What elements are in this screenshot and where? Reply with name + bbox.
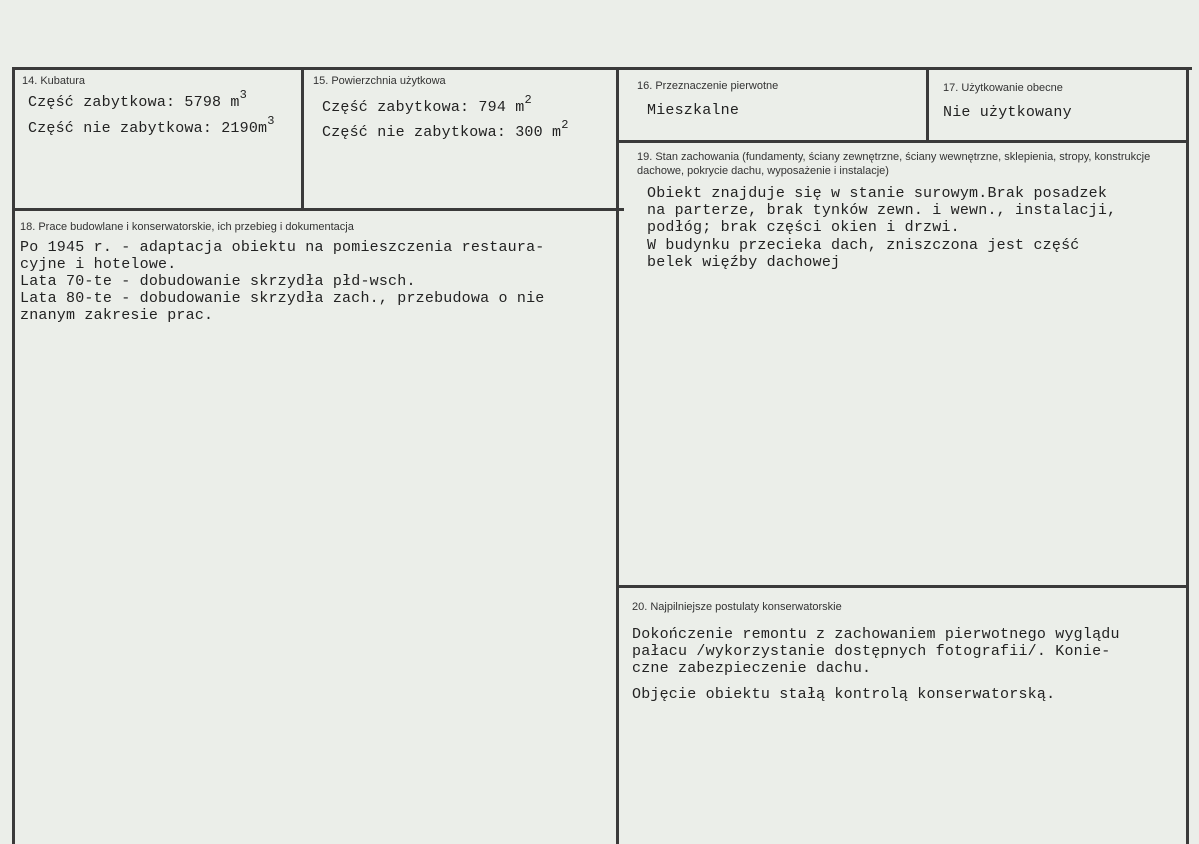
right-border: [1186, 67, 1189, 844]
field-20-extra: Objęcie obiektu stałą kontrolą konserwatorską.: [632, 686, 1056, 703]
field-17-value: Nie użytkowany: [943, 104, 1072, 121]
field-14-line2: [28, 114, 275, 137]
top-rule: [12, 67, 1192, 70]
field-14-line1-sup: 3: [239, 88, 248, 102]
rule-under-14-15: [12, 208, 624, 211]
field-20-line: Dokończenie remontu z zachowaniem pierwotnego wyglądu: [632, 626, 1120, 643]
field-17-label: 17. Użytkowanie obecne: [943, 82, 1063, 94]
field-14-label: 14. Kubatura: [22, 75, 85, 87]
field-20-label: 20. Najpilniejsze postulaty konserwatorskie: [632, 601, 842, 613]
field-20-line: czne zabezpieczenie dachu.: [632, 660, 872, 677]
rule-above-20: [616, 585, 1189, 588]
field-20-line: pałacu /wykorzystanie dostępnych fotografii/. Konie-: [632, 643, 1111, 660]
field-16-value: Mieszkalne: [647, 102, 740, 119]
field-15-line1: [322, 93, 532, 116]
field-15-line1-text: Część zabytkowa: 794 m: [322, 99, 525, 116]
rule-under-16-17: [616, 140, 1189, 143]
field-19-line: podłóg; brak części okien i drzwi.: [647, 219, 960, 236]
left-border: [12, 67, 15, 844]
field-18-line: Lata 70-te - dobudowanie skrzydła płd-wsch.: [20, 273, 416, 290]
divider-14-15: [301, 67, 304, 209]
field-14-line2-sup: 3: [267, 114, 275, 128]
field-15-line1-sup: 2: [524, 93, 532, 107]
field-19-line: W budynku przecieka dach, zniszczona jest część: [647, 237, 1080, 254]
field-19-line: belek więźby dachowej: [647, 254, 841, 271]
field-16-label: 16. Przeznaczenie pierwotne: [637, 80, 779, 92]
field-19-line: Obiekt znajduje się w stanie surowym.Brak posadzek: [647, 185, 1108, 202]
field-19-line: na parterze, brak tynków zewn. i wewn., instalacji,: [647, 202, 1117, 219]
field-14-line2-text: Część nie zabytkowa: 2190m: [28, 120, 268, 137]
field-18-label: 18. Prace budowlane i konserwatorskie, ich przebieg i dokumentacja: [20, 221, 354, 233]
field-18-line: Po 1945 r. - adaptacja obiektu na pomieszczenia restaura-: [20, 239, 545, 256]
field-14-line1: [28, 88, 248, 111]
field-18-line: cyjne i hotelowe.: [20, 256, 177, 273]
field-15-line2-sup: 2: [561, 118, 569, 132]
field-19-label: 19. Stan zachowania (fundamenty, ściany zewnętrzne, ściany wewnętrzne, sklepienia, stropy, konstrukcje dachowe, pokrycie dachu, wyposażenie i instalacje): [637, 151, 1151, 177]
field-18-line: Lata 80-te - dobudowanie skrzydła zach., przebudowa o nie: [20, 290, 545, 307]
divider-16-17: [926, 67, 929, 142]
field-14-line1-text: Część zabytkowa: 5798 m: [28, 94, 240, 111]
field-18-line: znanym zakresie prac.: [20, 307, 214, 324]
center-divider: [616, 67, 619, 844]
field-15-line2: [322, 118, 569, 141]
field-15-label: 15. Powierzchnia użytkowa: [313, 75, 446, 87]
field-15-line2-text: Część nie zabytkowa: 300 m: [322, 124, 562, 141]
